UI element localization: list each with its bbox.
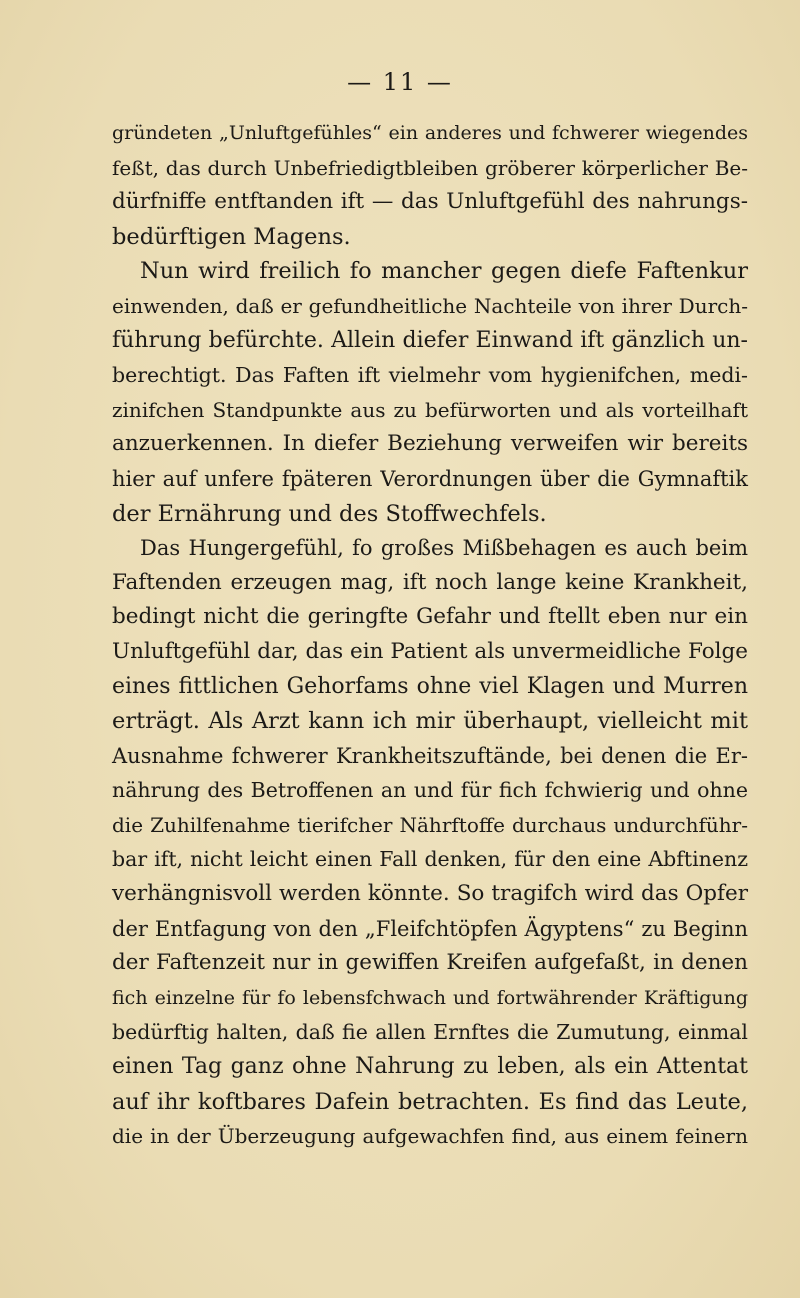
text-line: Unluftgefühl dar, das ein Patient als unvermeidliche Folge [112,638,748,664]
text-line: erträgt. Als Arzt kann ich mir überhaupt, vielleicht mit [112,708,748,735]
body-text [112,116,748,1154]
text-line: nährung des Betroffenen an und für fich fchwierig und ohne [112,778,748,803]
text-line: zinifchen Standpunkte aus zu befürworten und als vorteilhaft [112,397,748,422]
text-line: die in der Überzeugung aufgewachfen find, aus einem feinern [112,1124,748,1149]
text-line: einen Tag ganz ohne Nahrung zu leben, als ein Attentat [112,1054,748,1080]
text-line: gründeten „Unluftgefühles“ ein anderes und fchwerer wiegendes [112,122,748,144]
text-line: bedingt nicht die geringfte Gefahr und ftellt eben nur ein [112,604,748,630]
text-line: bedürftigen Magens. [112,223,351,250]
text-line: Das Hungergefühl, fo großes Mißbehagen es auch beim [140,536,748,561]
text-line: fich einzelne für fo lebensfchwach und fortwährender Kräftigung [112,986,748,1009]
text-line: Ausnahme fchwerer Krankheitszuftände, bei denen die Er- [112,743,748,768]
text-line: bar ift, nicht leicht einen Fall denken, für den eine Abftinenz [112,847,748,872]
text-line: dürfniffe entftanden ift — das Unluftgefühl des nahrungs- [112,189,748,215]
text-line: führung befürchte. Allein diefer Einwand ift gänzlich un- [112,327,748,353]
text-line: der Entfagung von den „Fleifchtöpfen Ägyptens“ zu Beginn [112,916,748,941]
text-line: hier auf unfere fpäteren Verordnungen über die Gymnaftik [112,466,748,491]
text-line: bedürftig halten, daß fie allen Ernftes die Zumutung, einmal [112,1020,748,1045]
text-line: der Ernährung und des Stoffwechfels. [112,500,547,527]
text-line: der Faftenzeit nur in gewiffen Kreifen aufgefaßt, in denen [112,950,748,976]
text-line: Faftenden erzeugen mag, ift noch lange keine Krankheit, [112,569,748,595]
text-line: feßt, das durch Unbefriedigtbleiben gröberer körperlicher Be- [112,155,748,180]
text-line: Nun wird freilich fo mancher gegen diefe Faftenkur [140,258,748,285]
text-line: die Zuhilfenahme tierifcher Nährftoffe durchaus undurchführ- [112,812,748,837]
text-line: einwenden, daß er gefundheitliche Nachteile von ihrer Durch- [112,293,748,318]
text-line: auf ihr koftbares Dafein betrachten. Es find das Leute, [112,1088,748,1115]
page-number: — 11 — [347,68,453,96]
text-line: anzuerkennen. In diefer Beziehung verweifen wir bereits [112,431,748,457]
text-line: berechtigt. Das Faften ift vielmehr vom hygienifchen, medi- [112,363,748,388]
text-line: eines fittlichen Gehorfams ohne viel Klagen und Murren [112,673,748,699]
text-line: verhängnisvoll werden könnte. So tragifch wird das Opfer [112,881,748,907]
